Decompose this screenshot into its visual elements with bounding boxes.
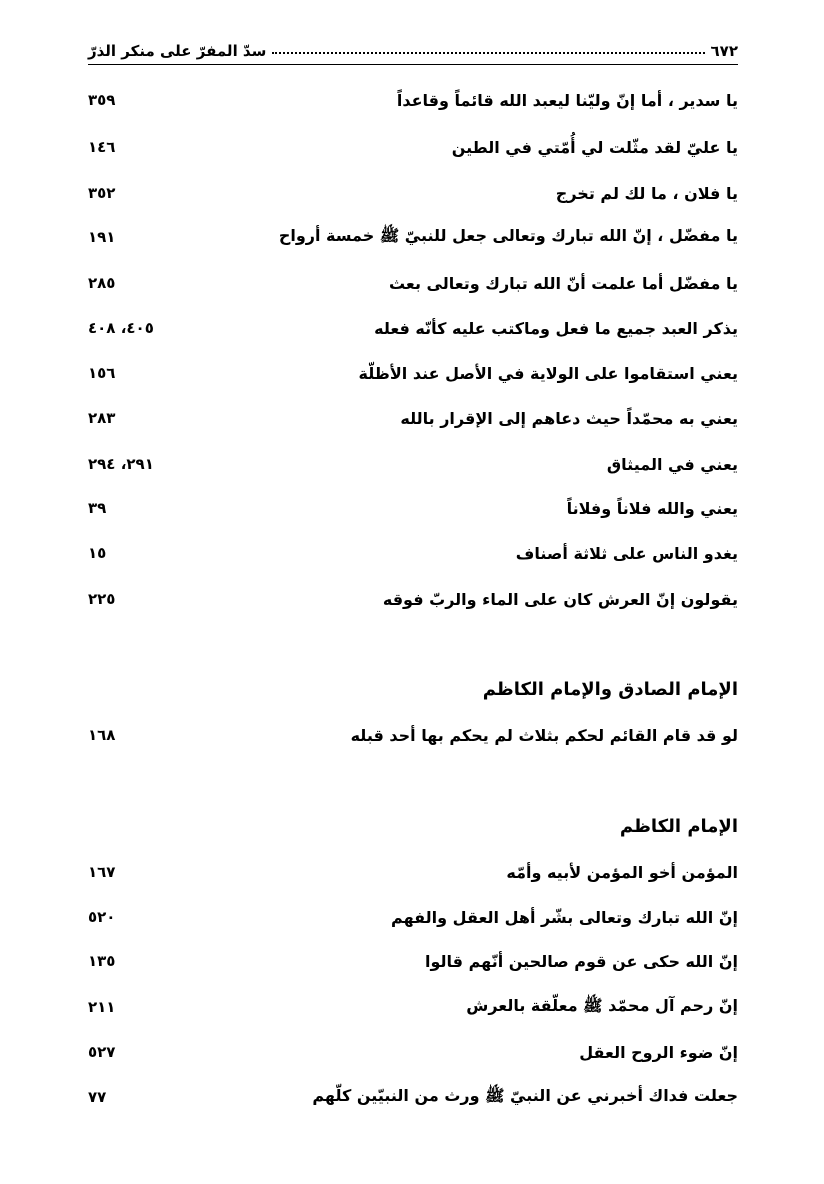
entry-pages: ١٩١ xyxy=(88,228,116,246)
header-rule xyxy=(88,64,738,65)
index-entry xyxy=(88,358,738,388)
entry-pages: ٥٢٧ xyxy=(88,1043,116,1061)
index-entry xyxy=(88,857,738,887)
entry-pages: ٢٩١، ٢٩٤ xyxy=(88,455,154,473)
index-entry xyxy=(88,902,738,932)
entry-pages: ١٣٥ xyxy=(88,952,116,970)
entry-pages: ١٥ xyxy=(88,544,107,562)
entry-pages: ٥٢٠ xyxy=(88,908,116,926)
index-entry xyxy=(88,449,738,479)
entry-pages: ٢٨٣ xyxy=(88,409,116,427)
entry-pages: ٣٥٢ xyxy=(88,184,116,202)
entry-pages: ٣٥٩ xyxy=(88,91,116,109)
index-entry xyxy=(88,178,738,208)
index-entry xyxy=(88,720,738,750)
entry-text: يغدو الناس على ثلاثة أصناف xyxy=(515,543,738,563)
index-entry xyxy=(88,222,738,252)
index-entry xyxy=(88,493,738,523)
entry-text: المؤمن أخو المؤمن لأبيه وأمّه xyxy=(506,862,738,882)
entry-text: إنّ ضوء الروح العقل xyxy=(579,1042,738,1062)
section-heading: الإمام الكاظم xyxy=(619,815,738,837)
entry-text: يا سدير ، أما إنّ وليّنا ليعبد الله قائماً وقاعداً xyxy=(396,90,738,110)
entry-text: يا مفضّل أما علمت أنّ الله تبارك وتعالى بعث xyxy=(388,273,738,293)
entry-text: يا مفضّل ، إنّ الله تبارك وتعالى جعل للنبيّ ﷺ خمسة أرواح xyxy=(278,225,738,245)
index-entry xyxy=(88,1082,738,1112)
entry-text: يعني في الميثاق xyxy=(606,454,738,474)
entry-pages: ٤٠٥، ٤٠٨ xyxy=(88,319,154,337)
entry-text: يعني والله فلاناً وفلاناً xyxy=(566,498,738,518)
running-header xyxy=(88,34,738,60)
entry-pages: ١٦٨ xyxy=(88,726,116,744)
index-entry xyxy=(88,268,738,298)
index-entry xyxy=(88,85,738,115)
header-leader-dots xyxy=(272,52,704,54)
entry-text: جعلت فداك أخبرني عن النبيّ ﷺ ورث من النبيّين كلّهم xyxy=(312,1085,738,1105)
index-entry xyxy=(88,403,738,433)
index-entry xyxy=(88,1037,738,1067)
index-entry xyxy=(88,992,738,1022)
entry-pages: ٢٢٥ xyxy=(88,590,116,608)
entry-text: يعني به محمّداً حيث دعاهم إلى الإقرار بالله xyxy=(400,408,738,428)
entry-pages: ١٦٧ xyxy=(88,863,116,881)
entry-text: لو قد قام القائم لحكم بثلاث لم يحكم بها أحد قبله xyxy=(350,725,738,745)
section-heading: الإمام الصادق والإمام الكاظم xyxy=(482,678,738,700)
entry-pages: ٧٧ xyxy=(88,1088,107,1106)
entry-text: إنّ رحم آل محمّد ﷺ معلّقة بالعرش xyxy=(466,995,738,1015)
index-entry xyxy=(88,313,738,343)
entry-text: يعني استقاموا على الولاية في الأصل عند الأظلّة xyxy=(358,363,738,383)
header-page-number: ٦٧٢ xyxy=(710,42,738,60)
entry-text: يقولون إنّ العرش كان على الماء والربّ فوقه xyxy=(382,589,738,609)
entry-text: يا فلان ، ما لك لم تخرج xyxy=(555,183,738,203)
entry-pages: ٣٩ xyxy=(88,499,107,517)
entry-text: يذكر العبد جميع ما فعل وماكتب عليه كأنّه فعله xyxy=(374,318,738,338)
index-entry xyxy=(88,132,738,162)
entry-pages: ٢٨٥ xyxy=(88,274,116,292)
entry-text: إنّ الله حكى عن قوم صالحين أنّهم قالوا xyxy=(425,951,738,971)
entry-text: إنّ الله تبارك وتعالى بشّر أهل العقل والفهم xyxy=(391,907,738,927)
index-entry xyxy=(88,538,738,568)
entry-pages: ١٤٦ xyxy=(88,138,116,156)
index-entry xyxy=(88,946,738,976)
header-title: سدّ المفرّ على منكر الذرّ xyxy=(88,42,267,60)
entry-pages: ١٥٦ xyxy=(88,364,116,382)
entry-text: يا عليّ لقد مثّلت لي أُمّتي في الطين xyxy=(451,137,738,157)
index-entry xyxy=(88,584,738,614)
entry-pages: ٢١١ xyxy=(88,998,116,1016)
